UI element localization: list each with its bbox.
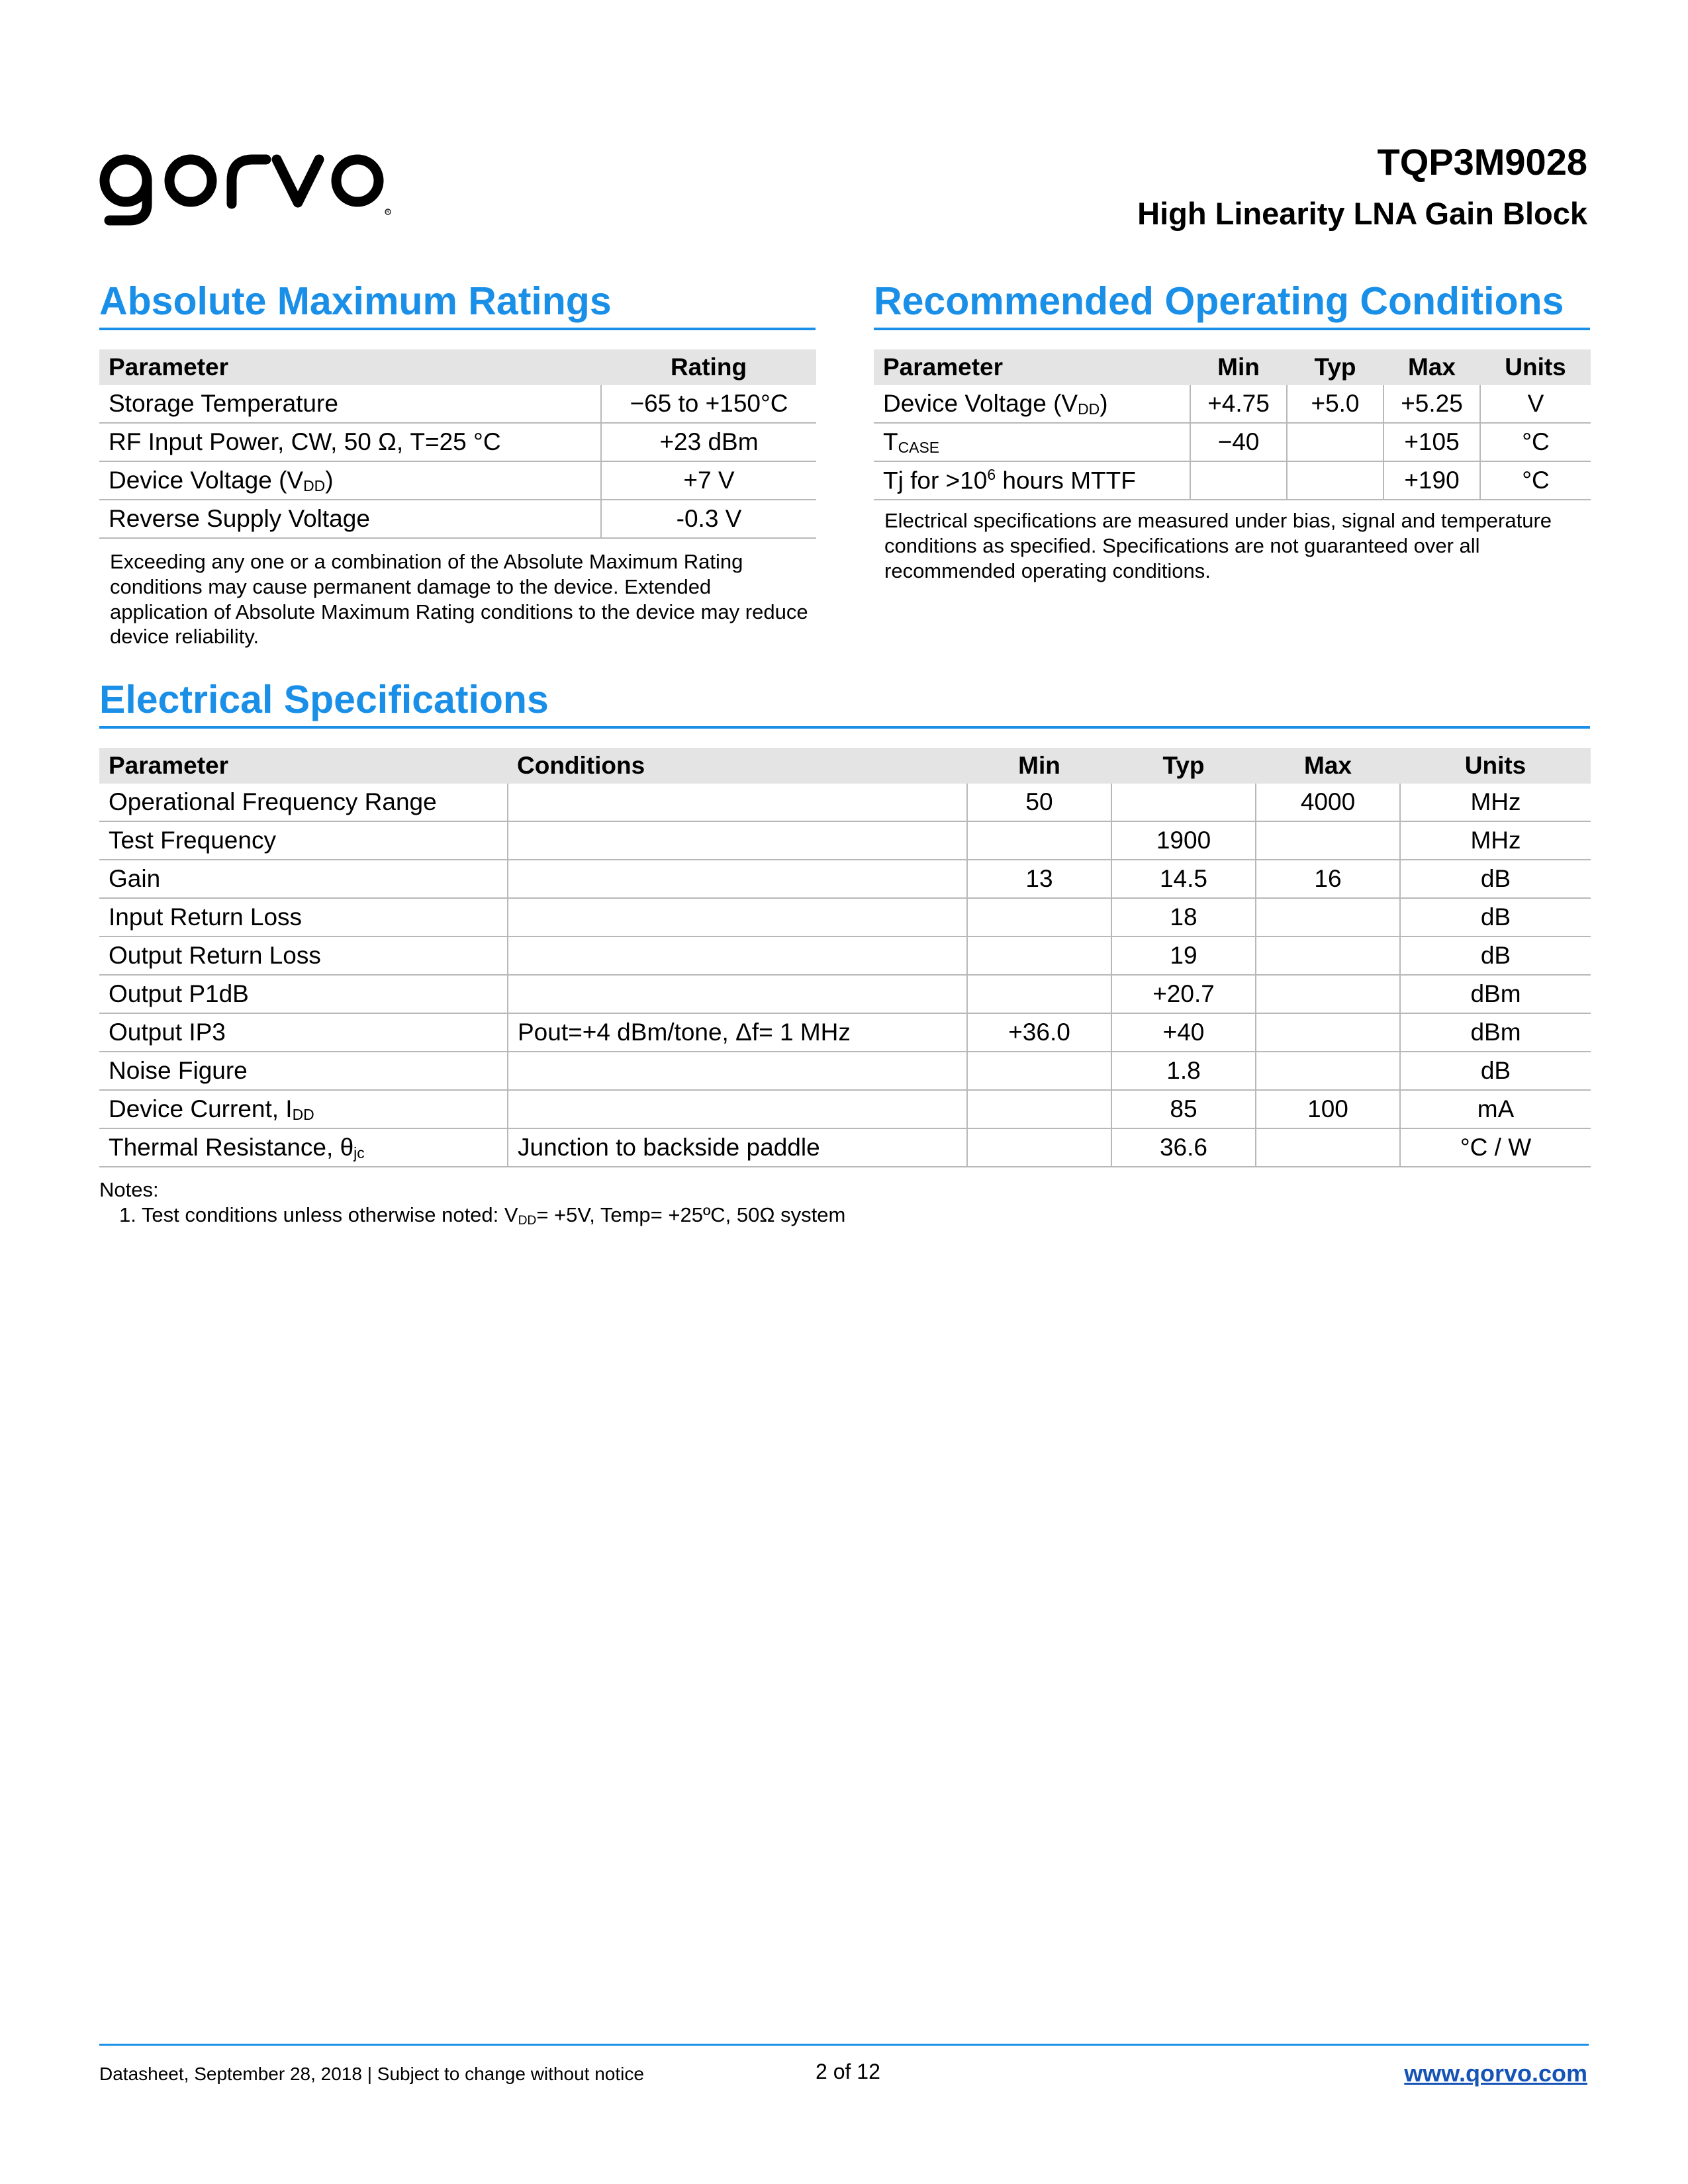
units-cell: MHz: [1400, 784, 1591, 821]
param-cell: $T_{CASE}$: [874, 423, 1190, 461]
table-row: [874, 423, 1591, 461]
param-cell: Storage Temperature: [99, 385, 601, 423]
units-cell: °C: [1480, 461, 1591, 500]
table-row: [99, 936, 1591, 975]
max-cell: [1256, 821, 1400, 860]
typ-cell: [1287, 461, 1383, 500]
typ-cell: [1287, 423, 1383, 461]
recommended-note: Electrical specifications are measured under bias, signal and temperature conditions as specified. Specifications are not guaranteed over all recommended operating conditions.: [884, 509, 1552, 582]
param-cell: Reverse Supply Voltage: [99, 500, 601, 538]
max-cell: 100: [1256, 1090, 1400, 1128]
typ-cell: [1111, 784, 1256, 821]
conditions-cell: [508, 898, 967, 936]
param-cell: Gain: [99, 860, 508, 898]
param-cell: Thermal Resistance, $\theta_{jc}$: [99, 1128, 508, 1167]
max-cell: [1256, 1052, 1400, 1090]
units-cell: dB: [1400, 1052, 1591, 1090]
recommended-table: [874, 349, 1591, 500]
min-cell: +36.0: [967, 1013, 1111, 1052]
column-header: Parameter: [874, 349, 1190, 385]
column-header: Typ: [1111, 748, 1256, 784]
column-header: Min: [967, 748, 1111, 784]
footer-divider: [99, 2044, 1589, 2046]
column-header: Max: [1383, 349, 1480, 385]
column-header: Parameter: [99, 748, 508, 784]
max-cell: 16: [1256, 860, 1400, 898]
table-row: [99, 461, 816, 500]
absolute-max-note: Exceeding any one or a combination of the Absolute Maximum Rating conditions may cause permanent damage to the device. Extended application of Absolute Maximum Rating conditions to the device may reduce device reliability.: [110, 550, 808, 649]
param-cell: Operational Frequency Range: [99, 784, 508, 821]
min-cell: [967, 1128, 1111, 1167]
column-header: Min: [1190, 349, 1287, 385]
conditions-cell: Junction to backside paddle: [508, 1128, 967, 1167]
table-row: [99, 860, 1591, 898]
min-cell: −40: [1190, 423, 1287, 461]
electrical-heading: Electrical Specifications: [99, 676, 1590, 729]
column-header: Units: [1400, 748, 1591, 784]
param-cell: Device Voltage $(V_{DD})$: [99, 461, 601, 500]
units-cell: V: [1480, 385, 1591, 423]
table-row: [99, 423, 816, 461]
conditions-cell: [508, 821, 967, 860]
rating-cell: −65 to +150°C: [601, 385, 816, 423]
table-row: [99, 1128, 1591, 1167]
units-cell: mA: [1400, 1090, 1591, 1128]
param-cell: Output Return Loss: [99, 936, 508, 975]
absolute-max-table: [99, 349, 816, 539]
conditions-cell: [508, 1090, 967, 1128]
units-cell: dB: [1400, 860, 1591, 898]
min-cell: [967, 821, 1111, 860]
table-row: [99, 975, 1591, 1013]
param-cell: Noise Figure: [99, 1052, 508, 1090]
typ-cell: 18: [1111, 898, 1256, 936]
column-header: Units: [1480, 349, 1591, 385]
notes-label: Notes:: [99, 1178, 159, 1201]
column-header: Parameter: [99, 349, 601, 385]
min-cell: [967, 898, 1111, 936]
table-row: [99, 1052, 1591, 1090]
conditions-cell: [508, 975, 967, 1013]
absolute-max-heading: Absolute Maximum Ratings: [99, 278, 816, 330]
typ-cell: +40: [1111, 1013, 1256, 1052]
table-row: [99, 784, 1591, 821]
table-row: [99, 898, 1591, 936]
max-cell: [1256, 898, 1400, 936]
param-cell: Input Return Loss: [99, 898, 508, 936]
param-cell: RF Input Power, CW, 50 Ω, T=25 °C: [99, 423, 601, 461]
max-cell: [1256, 975, 1400, 1013]
min-cell: 50: [967, 784, 1111, 821]
column-header: Max: [1256, 748, 1400, 784]
max-cell: +5.25: [1383, 385, 1480, 423]
units-cell: dB: [1400, 936, 1591, 975]
note-item: 1. Test conditions unless otherwise noted: $V_{DD}= +5V$, Temp= +25ºC, 50Ω system: [119, 1203, 846, 1228]
typ-cell: 19: [1111, 936, 1256, 975]
units-cell: dBm: [1400, 975, 1591, 1013]
conditions-cell: [508, 860, 967, 898]
min-cell: [967, 1090, 1111, 1128]
typ-cell: 85: [1111, 1090, 1256, 1128]
table-row: [99, 1090, 1591, 1128]
rating-cell: +7 V: [601, 461, 816, 500]
min-cell: +4.75: [1190, 385, 1287, 423]
units-cell: MHz: [1400, 821, 1591, 860]
param-cell: Output P1dB: [99, 975, 508, 1013]
typ-cell: +5.0: [1287, 385, 1383, 423]
page-number: 2 of 12: [816, 2060, 880, 2083]
min-cell: [967, 1052, 1111, 1090]
conditions-cell: [508, 936, 967, 975]
typ-cell: 1900: [1111, 821, 1256, 860]
max-cell: [1256, 1013, 1400, 1052]
footer-text: Datasheet, September 28, 2018 | Subject to change without notice: [99, 2064, 644, 2084]
rating-cell: +23 dBm: [601, 423, 816, 461]
max-cell: [1256, 1128, 1400, 1167]
conditions-cell: [508, 784, 967, 821]
units-cell: °C: [1480, 423, 1591, 461]
min-cell: 13: [967, 860, 1111, 898]
table-row: [99, 1013, 1591, 1052]
part-number: TQP3M9028: [1377, 141, 1587, 183]
column-header: Typ: [1287, 349, 1383, 385]
param-cell: Test Frequency: [99, 821, 508, 860]
table-row: [99, 385, 816, 423]
min-cell: [1190, 461, 1287, 500]
document-subtitle: High Linearity LNA Gain Block: [1137, 196, 1587, 231]
units-cell: °C / W: [1400, 1128, 1591, 1167]
max-cell: +105: [1383, 423, 1480, 461]
table-row: [874, 385, 1591, 423]
param-cell: Device Current, $I_{DD}$: [99, 1090, 508, 1128]
max-cell: [1256, 936, 1400, 975]
table-row: [874, 461, 1591, 500]
website-link[interactable]: www.qorvo.com: [1404, 2060, 1587, 2087]
conditions-cell: [508, 1052, 967, 1090]
param-cell: Tj for $>10^6$ hours MTTF: [874, 461, 1190, 500]
typ-cell: 1.8: [1111, 1052, 1256, 1090]
rating-cell: -0.3 V: [601, 500, 816, 538]
electrical-table: [99, 748, 1591, 1167]
typ-cell: 14.5: [1111, 860, 1256, 898]
qorvo-logo: [99, 151, 397, 230]
recommended-heading: Recommended Operating Conditions: [874, 278, 1590, 330]
typ-cell: 36.6: [1111, 1128, 1256, 1167]
table-row: [99, 821, 1591, 860]
min-cell: [967, 975, 1111, 1013]
param-cell: Device Voltage $(V_{DD})$: [874, 385, 1190, 423]
units-cell: dBm: [1400, 1013, 1591, 1052]
typ-cell: +20.7: [1111, 975, 1256, 1013]
svg-text:R: R: [386, 210, 389, 214]
column-header: Rating: [601, 349, 816, 385]
table-row: [99, 500, 816, 538]
max-cell: +190: [1383, 461, 1480, 500]
param-cell: Output IP3: [99, 1013, 508, 1052]
conditions-cell: Pout=+4 dBm/tone, Δf= 1 MHz: [508, 1013, 967, 1052]
max-cell: 4000: [1256, 784, 1400, 821]
column-header: Conditions: [508, 748, 967, 784]
min-cell: [967, 936, 1111, 975]
units-cell: dB: [1400, 898, 1591, 936]
